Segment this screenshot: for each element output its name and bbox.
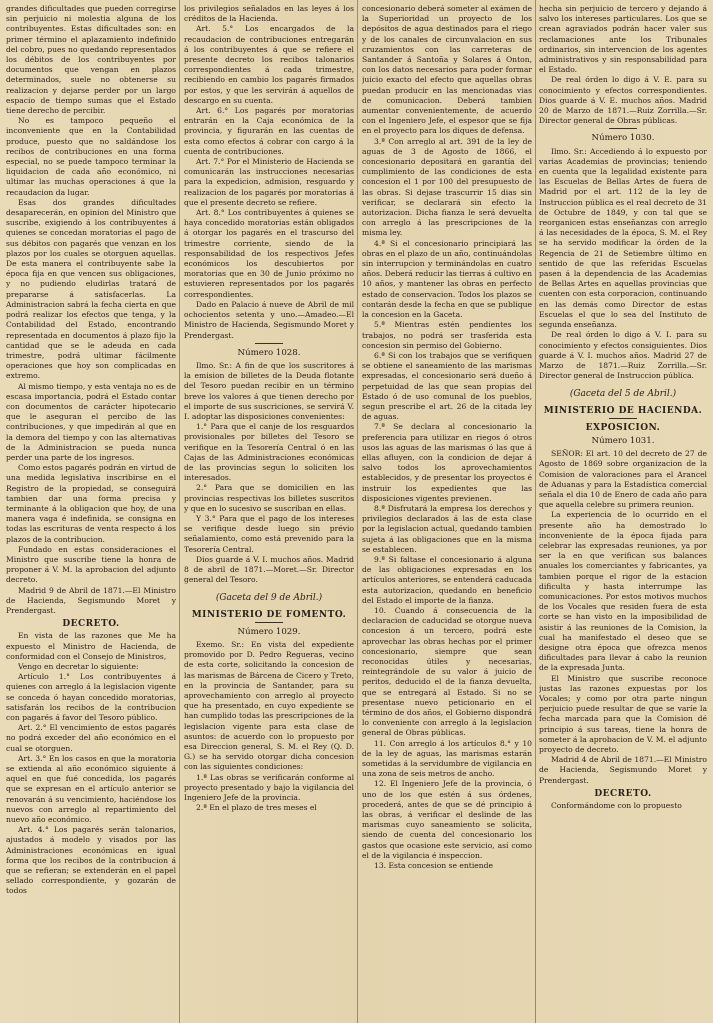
paragraph: No es tampoco pequeño el inconveniente que en la Contabilidad produce, puesto que no saldándose los recibos de contribuciones en una forma especial, no se puede tampoco terminar la liquidacion de cada año económico, ni ultimar las muchas operaciones á que la recaudacion da lugar.: [6, 116, 176, 197]
paragraph: SEÑOR: El art. 10 del decreto de 27 de Agosto de 1869 sobre organizacion de la Comision de valoraciones para el Arancel de Aduanas y para la Estadística comercial señala el dia 10 de Enero de cada año para que aquella celebre su primera reunion.: [539, 449, 707, 510]
section-number: Número 1028.: [237, 347, 301, 358]
paragraph: los privilegios señalados en las leyes á los créditos de la Hacienda.: [184, 4, 354, 24]
ministry-heading: MINISTERIO DE HACIENDA.: [543, 405, 703, 416]
column-1: [6, 4, 176, 1019]
condition: 2.ª En el plazo de tres meses el: [196, 803, 317, 813]
ministry-heading: MINISTERIO DE FOMENTO.: [191, 609, 347, 620]
separator: [255, 343, 283, 344]
signature: Dado en Palacio á nueve de Abril de mil ochocientos setenta y uno.—Amadeo.—El Ministro de Hacienda, Segismundo Moret y Prendergast.: [184, 299, 354, 340]
paragraph: Fundado en estas consideraciones el Ministro que suscribe tiene la honra de proponer á V. M. la aprobacion del adjunto decreto.: [6, 544, 176, 585]
article: Art. 2.° El vencimiento de estos pagarés no podrá exceder del año económico en el cual se otorguen.: [6, 723, 176, 753]
decree-intro: En vista de las razones que Me ha expuesto el Ministro de Hacienda, de conformidad con el Consejo de Ministros,: [6, 631, 176, 661]
signature: Madrid 4 de Abril de 1871.—El Ministro de Hacienda, Segismundo Moret y Prendergast.: [539, 755, 707, 785]
condition: 1.ª Las obras se verificarán conforme al proyecto presentado y bajo la vigilancia del Ingeniero Jefe de la provincia.: [184, 772, 354, 803]
condition: concesionario deberá someter al exámen de la Superioridad un proyecto de los depósitos de agua destinados para el riego y de los canales de circunvalacion en sus cruzamientos con las carreteras de Santander á Santoña y Solares á Onton, con los datos necesarios para poder formar juicio exacto del efecto que aquellas obras puedan producir en las mencionadas vias de comunicacion. Deberá tambien aumentar convenientemente, de acuerdo con el Ingeniero Jefe, el espesor que se fija en el proyecto para los diques de defensa.: [362, 4, 532, 136]
signature: Madrid 9 de Abril de 1871.—El Ministro de Hacienda, Segismundo Moret y Prendergast.: [6, 585, 176, 615]
condition: 8.ª Disfrutará la empresa los derechos y privilegios declarados á las de esta clase por la legislacion actual, quedando tambien sujeta á las obligaciones que en la misma se establecen.: [362, 503, 532, 554]
condition: 3.ª Con arreglo al art. 391 de la ley de aguas de 3 de Agosto de 1866, el concesionario depositará en garantía del cumplimiento de las condiciones de esta concesion el 1 por 100 del presupuesto de las obras. Si dejase trascurrir 15 dias sin verificar, se declarará sin efecto la autorizacion. Dicha fianza le será devuelta con arreglo á las prescripciones de la misma ley.: [362, 136, 532, 238]
paragraph: grandes dificultades que pueden corregirse sin perjuicio ni molestia alguna de los contribuyentes. Estas dificultades son: en primer término el aplazamiento indefinido del cobro, pues no quedando representados los débitos de los contribuyentes por documentos que vengan en plazos determinados, suele no obtenerse su realizacion y dejarse perder por un largo espacio de tiempo sumas que el Estado tiene derecho de percibir.: [6, 4, 176, 116]
section-number: Número 1029.: [237, 626, 301, 637]
article: Art. 6.° Los pagarés por moratorias entrarán en la Caja económica de la provincia, y figurarán en las cuentas de esta como efectos á cobrar con cargo á la cuenta de contribuciones.: [184, 106, 354, 156]
gazette-date: (Gaceta del 5 de Abril.): [569, 389, 677, 400]
paragraph: El Ministro que suscribe reconoce justas las razones expuestas por los Vocales; y como por otra parte ningun perjuicio puede resultar de que se varíe la fecha marcada para que la Comision dé principio á sus tareas, tiene la honra de someter á la aprobacion de V. M. el adjunto proyecto de decreto.: [539, 673, 707, 755]
condition: 9.ª Si faltase el concesionario á alguna de las obligaciones expresadas en los artículos anteriores, se entenderá caducada esta autorizacion, quedando en beneficio del Estado el importe de la fianza.: [362, 554, 532, 605]
condition: 7.ª Se declara al concesionario la preferencia para utilizar en riegos ó otros usos las aguas de las marismas ó las que á ellas afluyen, con la condicion de dejar á salvo todos los aprovechamientos establecidos, y de presentar los proyectos é instruir los expedientes que las disposiciones vigentes previenen.: [362, 422, 532, 503]
paragraph: Exemo. Sr.: En vista del expediente promovido por D. Pedro Regueras, vecino de esta corte, solicitando la concesion de las marismas de Bárcena de Cicero y Treto, en la provincia de Santander, para su aprovechamiento con arreglo al proyecto que ha presentado, en cuyo expediente se han cumplido todas las prescripciones de la legislacion vigente para esta clase de asuntos: de acuerdo con lo propuesto por esa Direccion general, S. M. el Rey (Q. D. G.) se ha servido otorgar dicha concesion con las siguientes condiciones:: [184, 639, 354, 772]
decree-title: DECRETO.: [594, 788, 652, 799]
column-2: [184, 4, 354, 1019]
signature: De real órden lo digo á V. E. para su conocimiento y efectos correspondientes. Dios guarde á V. E. muchos años. Madrid 20 de Marzo de 1871.—Ruiz Zorrilla.—Sr. Director general de Obras públicas.: [539, 75, 707, 126]
signature: De real órden lo digo á V. I. para su conocimiento y efectos consiguientes. Dios guarde á V. I. muchos años. Madrid 27 de Marzo de 1871.—Ruiz Zorrilla.—Sr. Director general de Instruccion pública.: [539, 330, 707, 381]
article: Artículo 1.° Los contribuyentes á quienes con arreglo á la legislacion vigente se conceda ó hayan concedido moratorias, satisfarán los recibos de la contribucion con pagarés á favor del Tesoro público.: [6, 672, 176, 723]
paragraph: Al mismo tiempo, y esta ventaja no es de escasa importancia, podrá el Estado contar con documentos de carácter hipotecario que le aseguran el percibo de las contribuciones, y que impedirán al que en la demora del tiempo y con las alternativas de la Administracion se pueda nunca perder una parte de los ingresos.: [6, 381, 176, 462]
paragraph: Como estos pagarés podrán en virtud de una medida legislativa inscribirse en el Registro de la propiedad, se conseguirá tambien dar una forma precisa y terminante á la obligacion que hoy, de una manera vaga é indefinida, se consigna en todas las escrituras de venta respecto á los plazos de la contribucion.: [6, 463, 176, 544]
exposicion-heading: EXPOSICION.: [585, 422, 661, 433]
condition: 12. El Ingeniero Jefe de la provincia, ó uno de los que estén á sus órdenes, procederá, antes de que se dé principio á las obras, á verificar el deslinde de las marismas cuyo saneamiento se solicita, siendo de cuenta del concesionario los gastos que ocasione este servicio, así como el de la vigilancia é inspeccion.: [362, 779, 532, 860]
paragraph: 2.° Para que se domicilien en las provincias respectivas los billetes suscritos y que en lo sucesivo se suscriban en ellas.: [184, 483, 354, 513]
separator: [609, 418, 637, 419]
article: Art. 4.° Los pagarés serán talonarios, ajustados á modelo y visados por las Administraciones económicas en igual forma que los recibos de la contribucion á que se refieran; se extenderán en el papel sellado correspondiente, y gozarán de todos: [6, 825, 176, 896]
paragraph: Y 3.° Para que el pago de los intereses se verifique desde luego sin prévio señalamiento, como está prevenido para la Tesorería Central.: [184, 513, 354, 554]
condition: 10. Cuando á consecuencia de la declaracion de caducidad se otorgue nueva concesion á un tercero, podrá este aprovechar las obras hechas por el primer concesionario, siempre que sean reconocidas útiles y necesarias, reintegrándole de su valor á juicio de peritos, deducido el de la fianza devuelta, que se entregará al Estado. Si no se presentase nuevo peticionario en el término de dos años, el Gobierno dispondrá lo conveniente con arreglo á la legislacion general de Obras públicas.: [362, 605, 532, 738]
gazette-date: (Gaceta del 9 de Abril.): [215, 593, 323, 604]
column-divider: [179, 0, 180, 1023]
article: Art. 3.° En los casos en que la moratoria se extienda al año económico siguiente á aquel en que fué concedida, los pagarés que se expresan en el artículo anterior se renovarán á su vencimiento, haciéndose los nuevos con arreglo al repartimiento del nuevo año económico.: [6, 753, 176, 825]
paragraph: Ilmo. Sr.: A fin de que los suscritores á la emision de billetes de la Deuda flotante del Tesoro puedan recibir en un término breve los valores á que tienen derecho por el importe de sus suscriciones, se servirá V. I. adoptar las disposiciones convenientes:: [184, 360, 354, 421]
paragraph: Conformándome con lo propuesto: [551, 801, 682, 811]
column-divider: [357, 0, 358, 1023]
paragraph: Ilmo. Sr.: Accediendo á lo expuesto por varias Academias de provincias; teniendo en cuenta que la legalidad existente para las Escuelas de Bellas Artes de fuera de Madrid por el art. 112 de la ley de Instruccion pública es el real decreto de 31 de Octubre de 1849, y con tal que se reorganicen estas enseñanzas con arreglo á las necesidades de la época, S. M. el Rey se ha servido modificar la órden de la Regencia de 21 de Setiembre último en sentido de que las referidas Escuelas pasen á la dependencia de las Academias de Bellas Artes en aquellas provincias que cuenten con esta corporacion, continuando en las demás como Director de estas Escuelas el que lo sea del Instituto de segunda enseñanza.: [539, 146, 707, 330]
condition: 6.ª Si con los trabajos que se verifiquen se obtiene el saneamiento de las marismas expresadas, el concesionario será dueño á perpetuidad de las que sean propias del Estado ó de uso comunal de los pueblos, segun prescribe el art. 26 de la citada ley de aguas.: [362, 350, 532, 422]
section-number: Número 1031.: [591, 435, 655, 446]
decree-vengo: Vengo en decretar lo siguiente:: [18, 662, 139, 671]
article: Art. 5.° Los encargados de la recaudacion de contribuciones entregarán á los contribuyentes á que se refiere el presente decreto los recibos talonarios correspondientes á cada trimestre, recibiendo en cambio los pagarés firmados por estos, y que les servirán á aquellos de descargo en su cuenta.: [184, 24, 354, 105]
column-3-continuation: [362, 4, 532, 1019]
paragraph: hecha sin perjuicio de tercero y dejando á salvo los intereses particulares. Los que se crean agraviados podrán hacer valer sus reclamaciones ante los Tribunales ordinarios, sin intervencion de los agentes administrativos y sin responsabilidad para el Estado.: [539, 4, 707, 75]
article: Art. 7.° Por el Ministerio de Hacienda se comunicarán las instrucciones necesarias para la expedicion, admision, resguardo y realizacion de los pagarés por moratorias á que el presente decreto se refiere.: [184, 157, 354, 207]
paragraph: La experiencia de lo ocurrido en el presente año ha demostrado lo inconveniente de la época fijada para celebrar las expresadas reuniones, ya por ser la en que verifican sus balances anuales los comerciantes y fabricantes, ya tambien porque el rigor de la estacion dificulta y hasta interrumpe las comunicaciones. Por estos motivos muchos de los Vocales que residen fuera de esta corte se han visto en la imposibilidad de asistir á las reuniones de la Comision, la cual ha manifestado el deseo que se designe otra época que ofrezca menos dificultades para llevar á cabo la reunion de la expresada Junta.: [539, 510, 707, 673]
separator: [609, 128, 637, 129]
signature: Dios guarde á V. I. muchos años. Madrid 8 de abril de 1871.—Moret.—Sr. Director general del Tesoro.: [184, 554, 354, 585]
condition: 11. Con arreglo á los artículos 8.° y 10 de la ley de aguas, las marismas estarán sometidas á la servidumbre de vigilancia en una zona de seis metros de ancho.: [362, 738, 532, 779]
decree-title: DECRETO.: [62, 619, 120, 630]
condition: 13. Esta concesion se entiende: [374, 861, 493, 871]
column-divider: [535, 0, 536, 1023]
condition: 5.ª Mientras estén pendientes los trabajos, no podrá ser trasferida esta concesion sin permiso del Gobierno.: [362, 320, 532, 350]
paragraph: Esas dos grandes dificultades desaparecerán, en opinion del Ministro que suscribe, exigiendo á los contribuyentes á quienes se concedan moratorias el pago de sus débitos con pagarés que venzan en los plazos por los cuales se otorguen aquellas. De esta manera el contribuyente sabe la época fija en que vencen sus obligaciones, y no pudiendo eludirlas tratará de prepararse á satisfacerlas. La Administracion sabrá la fecha cierta en que podrá realizar los efectos que tenga, y la Contabilidad del Estado, encontrando representada en documentos á plazo fijo la cantidad que se le adeuda en cada trimestre, podrá ultimar fácilmente operaciones que hoy son complicadas en extremo.: [6, 197, 176, 381]
separator: [255, 622, 283, 623]
article: Art. 8.° Los contribuyentes á quienes se haya concedido moratorias están obligados á otorgar los pagarés en el trascurso del trimestre corriente, siendo de la responsabilidad de los respectivos Jefes económicos los descubiertos por moratorias que en 30 de Junio próximo no estuvieren representados por los pagarés correspondientes.: [184, 208, 354, 299]
column-3: [539, 4, 707, 1019]
section-number: Número 1030.: [591, 133, 655, 144]
paragraph: 1.° Para que el canje de los resguardos provisionales por billetes del Tesoro se verifique en la Tesorería Central ó en las Cajas de las Administraciones económicas de las provincias segun lo soliciten los interesados.: [184, 422, 354, 483]
condition: 4.ª Si el concesionario principiará las obras en el plazo de un año, continuándolas sin interrupcion y terminándolas en cuatro años. Deberá reducir las tierras á cultivo en 10 años, y mantener las obras en perfecto estado de conservacion. Todos los plazos se contarán desde la fecha en que se publique la concesion en la Gaceta.: [362, 238, 532, 320]
